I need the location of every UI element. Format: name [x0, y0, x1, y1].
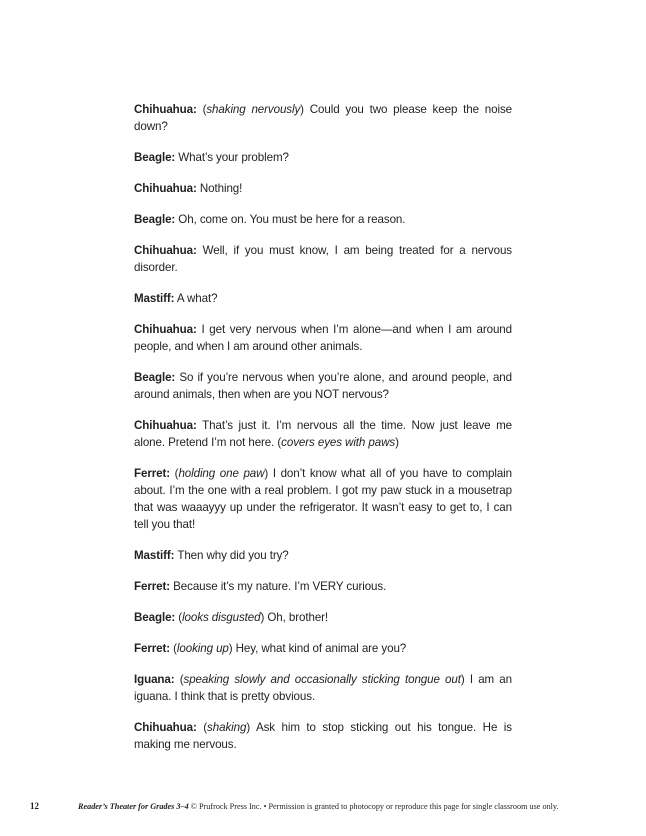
line-text: ( [170, 642, 177, 655]
dialogue-line-mastiff-1 [134, 290, 512, 307]
line-text: ) Oh, brother! [260, 611, 329, 624]
stage-direction: speaking slowly and occasionally sticking tongue out [183, 673, 461, 686]
dialogue-line-beagle-3 [134, 369, 512, 403]
line-text: Nothing! [196, 182, 243, 195]
stage-direction: covers eyes with paws [281, 436, 396, 449]
dialogue-line-ferret-1 [134, 465, 512, 533]
dialogue-line-chihuahua-3 [134, 242, 512, 276]
speaker-name: Ferret: [134, 467, 171, 480]
line-text: I get very nervous when I’m alone—and when I am around people, and when I am around other animals. [134, 323, 512, 353]
permission-text: © Prufrock Press Inc. • Permission is granted to photocopy or reproduce this page for single classroom use only. [188, 802, 559, 811]
line-text: ) I am an iguana. I think that is pretty obvious. [134, 673, 512, 703]
dialogue-line-chihuahua-1 [134, 101, 512, 135]
speaker-name: Beagle: [134, 151, 176, 164]
line-text: ) I don’t know what all of you have to complain about. I’m the one with a real problem. I got my paw stuck in a mousetrap that was waaayyy up under the refrigerator. It wasn’t easy to get to, I can tell you that! [134, 467, 512, 531]
dialogue-line-mastiff-2 [134, 547, 512, 564]
dialogue-line-chihuahua-4 [134, 321, 512, 355]
line-text: ) Hey, what kind of animal are you? [228, 642, 407, 655]
line-text: ( [196, 721, 208, 734]
stage-direction: looks disgusted [182, 611, 261, 624]
speaker-name: Beagle: [134, 213, 176, 226]
dialogue-line-beagle-2 [134, 211, 512, 228]
speaker-name: Chihuahua: [134, 323, 197, 336]
speaker-name: Beagle: [134, 371, 176, 384]
stage-direction: holding one paw [178, 467, 265, 480]
line-text: Because it’s my nature. I’m VERY curious. [170, 580, 387, 593]
stage-direction: shaking [207, 721, 247, 734]
speaker-name: Chihuahua: [134, 419, 197, 432]
copyright-notice [78, 801, 559, 812]
dialogue-line-iguana-1 [134, 671, 512, 705]
page-number: 12 [30, 801, 39, 811]
dialogue-line-chihuahua-2 [134, 180, 512, 197]
line-text: ) Ask him to stop sticking out his tongue. He is making me nervous. [134, 721, 512, 751]
line-text: ( [196, 103, 207, 116]
speaker-name: Iguana: [134, 673, 175, 686]
line-text: ( [170, 467, 179, 480]
line-text: A what? [174, 292, 218, 305]
dialogue-line-chihuahua-6 [134, 719, 512, 753]
speaker-name: Mastiff: [134, 549, 175, 562]
speaker-name: Mastiff: [134, 292, 175, 305]
line-text: ( [174, 673, 184, 686]
speaker-name: Ferret: [134, 580, 171, 593]
speaker-name: Beagle: [134, 611, 176, 624]
dialogue-line-ferret-3 [134, 640, 512, 657]
stage-direction: looking up [176, 642, 229, 655]
dialogue-line-beagle-1 [134, 149, 512, 166]
speaker-name: Chihuahua: [134, 182, 197, 195]
dialogue-line-beagle-4 [134, 609, 512, 626]
line-text: Oh, come on. You must be here for a reason. [175, 213, 406, 226]
line-text: ( [175, 611, 183, 624]
speaker-name: Chihuahua: [134, 103, 197, 116]
line-text: Well, if you must know, I am being treated for a nervous disorder. [134, 244, 512, 274]
speaker-name: Ferret: [134, 642, 171, 655]
script-body [134, 101, 512, 767]
line-text: What’s your problem? [175, 151, 289, 164]
line-text: ) [395, 436, 399, 449]
dialogue-line-ferret-2 [134, 578, 512, 595]
book-title: Reader’s Theater for Grades 3–4 [78, 802, 189, 811]
speaker-name: Chihuahua: [134, 721, 197, 734]
stage-direction: shaking nervously [206, 103, 301, 116]
line-text: So if you’re nervous when you’re alone, and around people, and around animals, then when are you NOT nervous? [134, 371, 512, 401]
line-text: ) Could you two please keep the noise down? [134, 103, 512, 133]
line-text: Then why did you try? [174, 549, 289, 562]
line-text: That’s just it. I’m nervous all the time. Now just leave me alone. Pretend I’m not here. ( [134, 419, 512, 449]
dialogue-line-chihuahua-5 [134, 417, 512, 451]
speaker-name: Chihuahua: [134, 244, 197, 257]
